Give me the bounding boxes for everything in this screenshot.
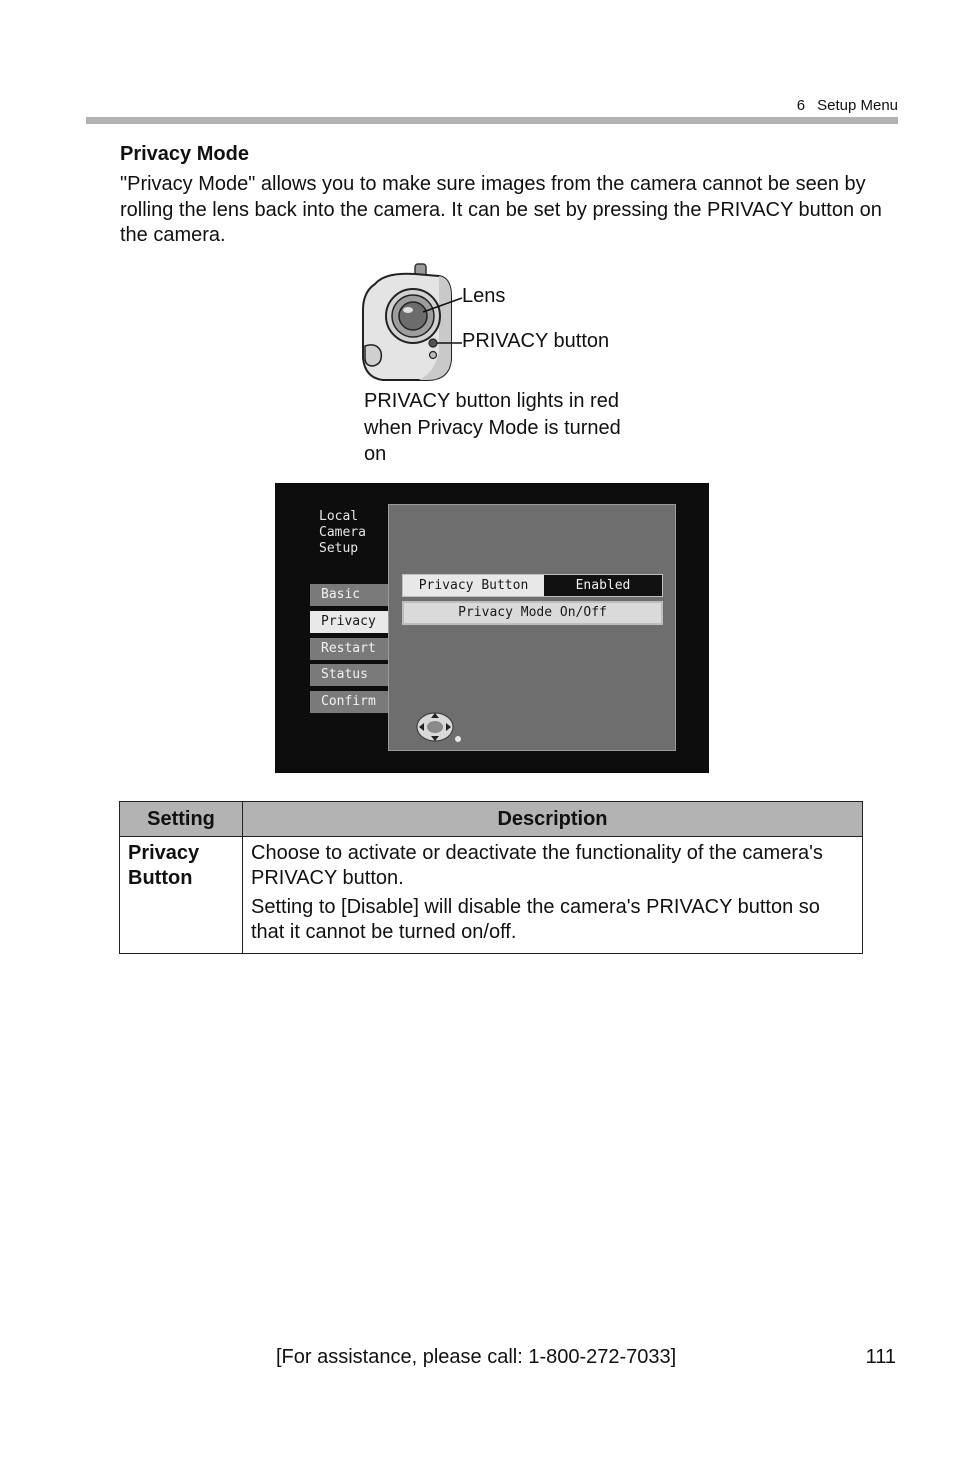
figure-caption: PRIVACY button lights in red when Privacy Mode is turned on [364,390,621,465]
privacy-button-setting-label: Privacy Button [403,575,544,596]
menu-item-restart[interactable]: Restart [310,638,390,660]
privacy-button-label: PRIVACY button [462,330,610,352]
lens-label: Lens [462,285,506,307]
settings-table [119,801,863,954]
menu-item-privacy[interactable]: Privacy [310,611,390,633]
intro-paragraph: "Privacy Mode" allows you to make sure images from the camera cannot be seen by rolling the lens back into the camera. It can be set by pressing the PRIVACY button on the camera. [120,173,882,246]
screen-title: Local Camera Setup [319,509,366,556]
table-row [120,837,863,954]
running-header [797,97,898,114]
menu-item-basic[interactable]: Basic [310,584,390,606]
dpad-icon [415,709,467,745]
menu-item-status[interactable]: Status [310,664,390,686]
setting-description [243,837,863,954]
setting-name: Privacy Button [120,837,243,954]
header-rule [86,117,898,124]
chapter-title: Setup Menu [817,97,898,114]
camera-setup-screen [275,483,709,773]
chapter-number: 6 [796,97,806,114]
column-header-description: Description [243,802,863,837]
description-paragraph: Setting to [Disable] will disable the camera's PRIVACY button so that it cannot be turned on/off. [251,896,820,943]
privacy-button-setting-value[interactable]: Enabled [575,578,631,593]
menu-item-confirm[interactable]: Confirm [310,691,390,713]
privacy-button-setting[interactable] [402,574,663,597]
table-header-row [120,802,863,837]
privacy-mode-toggle-button[interactable]: Privacy Mode On/Off [402,601,663,625]
settings-panel [388,504,676,751]
camera-illustration [355,262,475,387]
assistance-footer: [For assistance, please call: 1-800-272-7033] [276,1346,677,1368]
column-header-setting: Setting [120,802,243,837]
page-number: 111 [865,1346,896,1368]
section-title: Privacy Mode [120,143,249,165]
description-paragraph: Choose to activate or deactivate the functionality of the camera's PRIVACY button. [251,842,823,889]
